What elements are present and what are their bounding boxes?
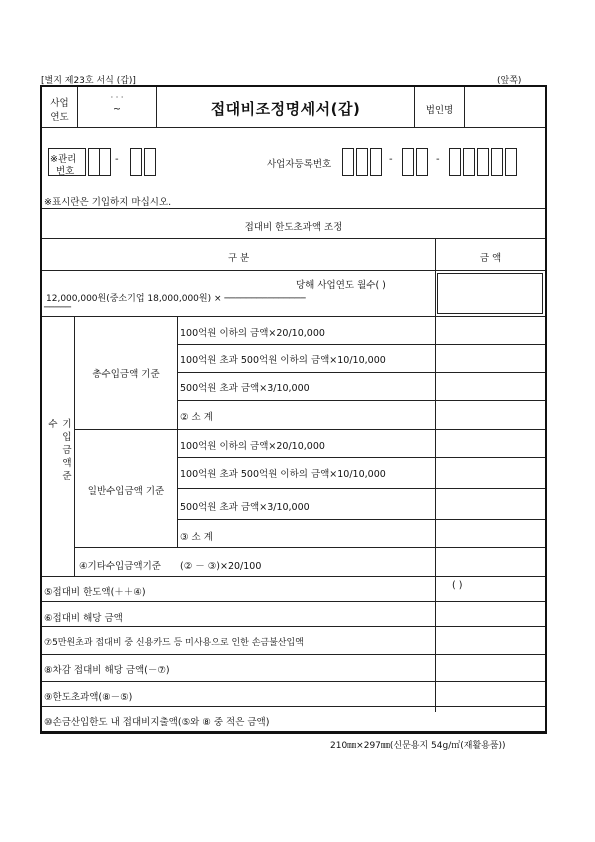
business-number-box[interactable] [505,148,517,176]
total-income-subtotal: ② 소 계 [180,412,213,423]
divider [435,238,436,712]
business-number-box[interactable] [402,148,414,176]
management-number-label-2: 번호 [56,166,75,177]
excess-over-limit: ⑨한도초과액(⑧－⑤) [44,692,133,703]
business-number-box[interactable] [370,148,382,176]
other-income-formula: (② － ③)×20/100 [180,561,262,572]
income-standard-col2: 기입금액준 [62,419,72,482]
income-standard-col1: 수 [48,419,58,430]
entertainment-limit-amount: ( ) [452,580,463,591]
page-side-label: (앞쪽) [497,76,522,86]
total-income-label: 총수입금액 기준 [92,369,160,380]
paper-spec-footer: 210㎜×297㎜(신문용지 54g/㎡(재활용품)) [330,741,506,751]
management-number-box[interactable] [144,148,156,176]
business-number-box[interactable] [356,148,368,176]
management-number-box[interactable] [130,148,142,176]
business-number-box[interactable] [342,148,354,176]
business-number-box[interactable] [491,148,503,176]
dash: - [436,154,440,165]
management-number-label-1: ※관리 [50,154,77,165]
divider [42,654,545,655]
divider [178,457,545,458]
amount-header: 금 액 [479,253,502,264]
general-income-subtotal: ③ 소 계 [180,532,213,543]
dash: - [115,154,119,165]
business-year-tilde: ~ [113,104,121,115]
corp-name-field[interactable] [466,89,544,125]
fill-note: ※표시란은 기입하지 마십시오. [44,197,172,208]
other-income-label: ④기타수입금액기준 [79,561,161,572]
formula-amount-field[interactable] [437,273,543,314]
divider [74,316,75,576]
non-deductible-card: ⑦5만원초과 접대비 중 신용카드 등 미사용으로 인한 손금불산입액 [44,638,304,648]
business-number-box[interactable] [477,148,489,176]
entertainment-limit: ⑤접대비 한도액(＋＋④) [44,587,146,598]
divider [42,681,545,682]
divider [42,706,545,707]
general-income-row-3: 500억원 초과 금액×3/10,000 [180,502,310,513]
business-number-box[interactable] [416,148,428,176]
divider [42,601,545,602]
divider [42,238,545,239]
business-number-box[interactable] [463,148,475,176]
divider [75,429,545,430]
form-number: [별지 제23호 서식 (갑)] [41,76,136,86]
business-year-dots: · · · [110,93,124,102]
entertainment-amount: ⑥접대비 해당 금액 [44,613,123,624]
formula-base-amount: 12,000,000원(중소기업 18,000,000원) × ─────────────── [46,294,306,304]
business-registration-label: 사업자등록번호 [267,159,332,170]
divider [177,316,178,547]
general-income-label: 일반수입금액 기준 [87,486,165,497]
divider [42,127,545,128]
business-year-label-1: 사업 [50,98,69,109]
total-income-row-1: 100억원 이하의 금액×20/10,000 [180,328,325,339]
divider [42,270,545,271]
divider [42,316,545,317]
form-title: 접대비조정명세서(갑) [210,100,361,118]
general-income-row-1: 100억원 이하의 금액×20/10,000 [180,441,325,452]
management-number-label-box [48,148,86,176]
divider [178,519,545,520]
divider [42,576,545,577]
general-income-row-2: 100억원 초과 500억원 이하의 금액×10/10,000 [180,469,386,480]
dash: - [389,154,393,165]
divider [42,626,545,627]
business-year-label-2: 연도 [50,112,69,123]
section-title: 접대비 한도초과액 조정 [244,222,343,233]
total-income-row-3: 500억원 초과 금액×3/10,000 [180,383,310,394]
divider [178,400,545,401]
business-number-box[interactable] [449,148,461,176]
corp-name-label: 법인명 [425,105,454,116]
formula-line-cont: ───── [44,303,72,313]
divider [464,87,465,127]
deductible-entertainment: ⑩손금산입한도 내 접대비지출액(⑤와 ⑧ 중 적은 금액) [44,717,270,728]
management-number-box[interactable] [99,148,111,176]
net-entertainment-amount: ⑧차감 접대비 해당 금액(－⑦) [44,665,170,676]
divider [42,208,545,209]
divider [178,344,545,345]
divider [75,547,545,548]
divider [178,372,545,373]
category-header: 구 분 [227,253,250,264]
total-income-row-2: 100억원 초과 500억원 이하의 금액×10/10,000 [180,355,386,366]
divider [178,488,545,489]
formula-months: 당해 사업연도 월수( ) [296,280,386,291]
